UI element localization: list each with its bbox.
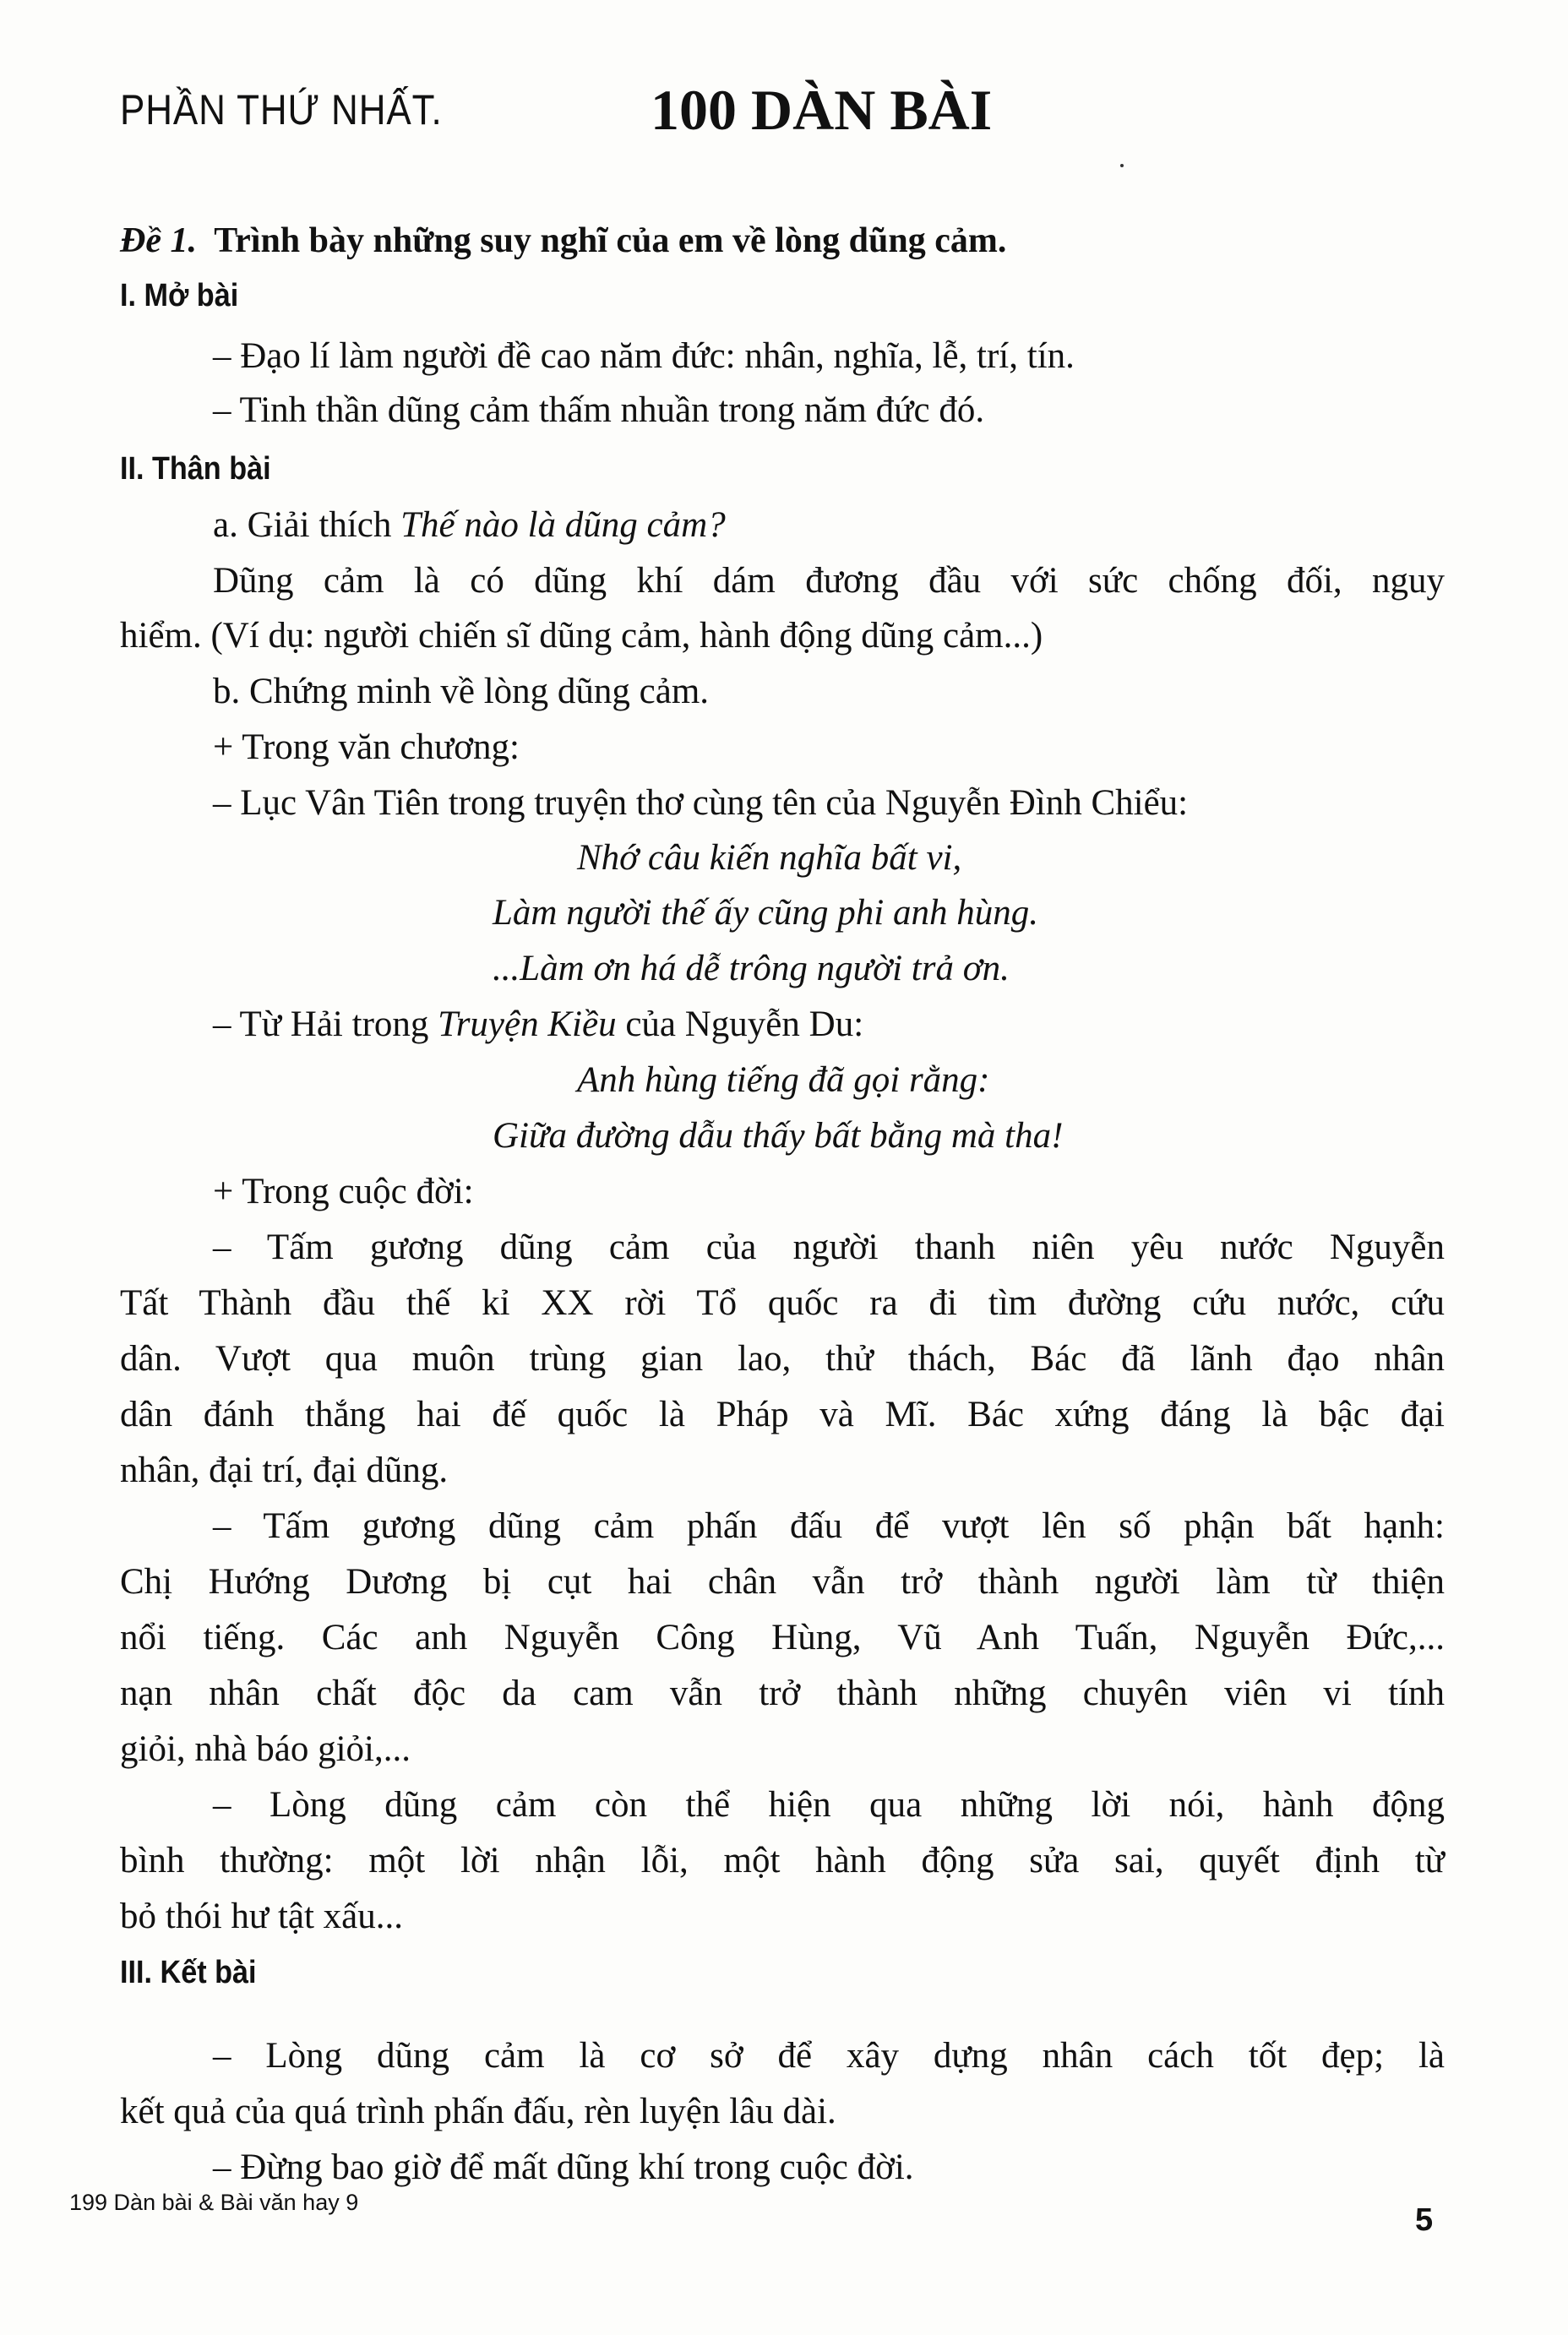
conclusion-line-1: – Lòng dũng cảm là cơ sở để xây dựng nhân cách tốt đẹp; là [213, 2036, 1445, 2076]
tu-hai-book: Truyện Kiều [438, 1004, 617, 1044]
explain-question: Thế nào là dũng cảm? [400, 505, 726, 545]
example-3-line-1: – Lòng dũng cảm còn thể hiện qua những lời nói, hành động [213, 1785, 1445, 1825]
example-2-line-5: giỏi, nhà báo giỏi,... [120, 1729, 411, 1769]
intro-point-2: – Tinh thần dũng cảm thấm nhuần trong năm đức đó. [213, 390, 985, 430]
poem-2-line-1: Anh hùng tiếng đã gọi rằng: [577, 1060, 990, 1100]
explain-prefix: a. Giải thích [213, 505, 401, 545]
example-2-line-4: nạn nhân chất độc da cam vẫn trở thành những chuyên viên vi tính [120, 1674, 1445, 1713]
example-1-line-4: dân đánh thắng hai đế quốc là Pháp và Mĩ. Bác xứng đáng là bậc đại [120, 1395, 1445, 1434]
luc-van-tien-line: – Lục Vân Tiên trong truyện thơ cùng tên của Nguyễn Đình Chiểu: [213, 783, 1189, 823]
print-speck [1120, 164, 1124, 167]
example-2-line-1: – Tấm gương dũng cảm phấn đấu để vượt lên số phận bất hạnh: [213, 1506, 1445, 1546]
topic-text: Trình bày những suy nghĩ của em về lòng dũng cảm. [214, 221, 1007, 260]
tu-hai-suffix: của Nguyễn Du: [616, 1004, 864, 1044]
part-label: PHẦN THỨ NHẤT. [120, 86, 443, 133]
topic-heading [120, 215, 1006, 266]
example-2-line-3: nổi tiếng. Các anh Nguyễn Công Hùng, Vũ Anh Tuấn, Nguyễn Đức,... [120, 1618, 1445, 1657]
tu-hai-line [213, 999, 863, 1050]
intro-heading: I. Mở bài [120, 278, 239, 313]
footer-book-title: 199 Dàn bài & Bài văn hay 9 [69, 2190, 359, 2215]
definition-line-2: hiểm. (Ví dụ: người chiến sĩ dũng cảm, hành động dũng cảm...) [120, 616, 1043, 656]
poem-2-line-2: Giữa đường dẫu thấy bất bằng mà tha! [493, 1116, 1064, 1156]
prove-heading: b. Chứng minh về lòng dũng cảm. [213, 672, 710, 711]
body-heading: II. Thân bài [120, 451, 271, 487]
poem-1-line-3: ...Làm ơn há dễ trông người trả ơn. [493, 949, 1010, 988]
conclusion-heading: III. Kết bài [120, 1955, 257, 1990]
example-1-line-5: nhân, đại trí, đại dũng. [120, 1451, 449, 1490]
poem-1-line-1: Nhớ câu kiến nghĩa bất vi, [577, 838, 962, 878]
example-2-line-2: Chị Hướng Dương bị cụt hai chân vẫn trở thành người làm từ thiện [120, 1562, 1445, 1602]
intro-point-1: – Đạo lí làm người đề cao năm đức: nhân, nghĩa, lễ, trí, tín. [213, 336, 1075, 376]
example-1-line-2: Tất Thành đầu thế kỉ XX rời Tổ quốc ra đi tìm đường cứu nước, cứu [120, 1283, 1445, 1323]
page-number: 5 [1415, 2202, 1434, 2238]
explain-heading [213, 500, 726, 551]
conclusion-line-2: kết quả của quá trình phấn đấu, rèn luyện lâu dài. [120, 2092, 836, 2131]
topic-label: Đề 1. [120, 221, 197, 260]
definition-line-1: Dũng cảm là có dũng khí dám đương đầu với sức chống đối, nguy [213, 561, 1445, 601]
literature-heading: + Trong văn chương: [213, 727, 520, 767]
life-heading: + Trong cuộc đời: [213, 1172, 474, 1211]
main-title: 100 DÀN BÀI [651, 78, 993, 142]
example-1-line-3: dân. Vượt qua muôn trùng gian lao, thử thách, Bác đã lãnh đạo nhân [120, 1339, 1445, 1379]
poem-1-line-2: Làm người thế ấy cũng phi anh hùng. [493, 893, 1038, 933]
example-3-line-3: bỏ thói hư tật xấu... [120, 1897, 404, 1936]
example-3-line-2: bình thường: một lời nhận lỗi, một hành động sửa sai, quyết định từ [120, 1841, 1445, 1881]
tu-hai-prefix: – Từ Hải trong [213, 1004, 438, 1044]
example-1-line-1: – Tấm gương dũng cảm của người thanh niên yêu nước Nguyễn [213, 1227, 1445, 1267]
conclusion-line-3: – Đừng bao giờ để mất dũng khí trong cuộc đời. [213, 2147, 914, 2187]
